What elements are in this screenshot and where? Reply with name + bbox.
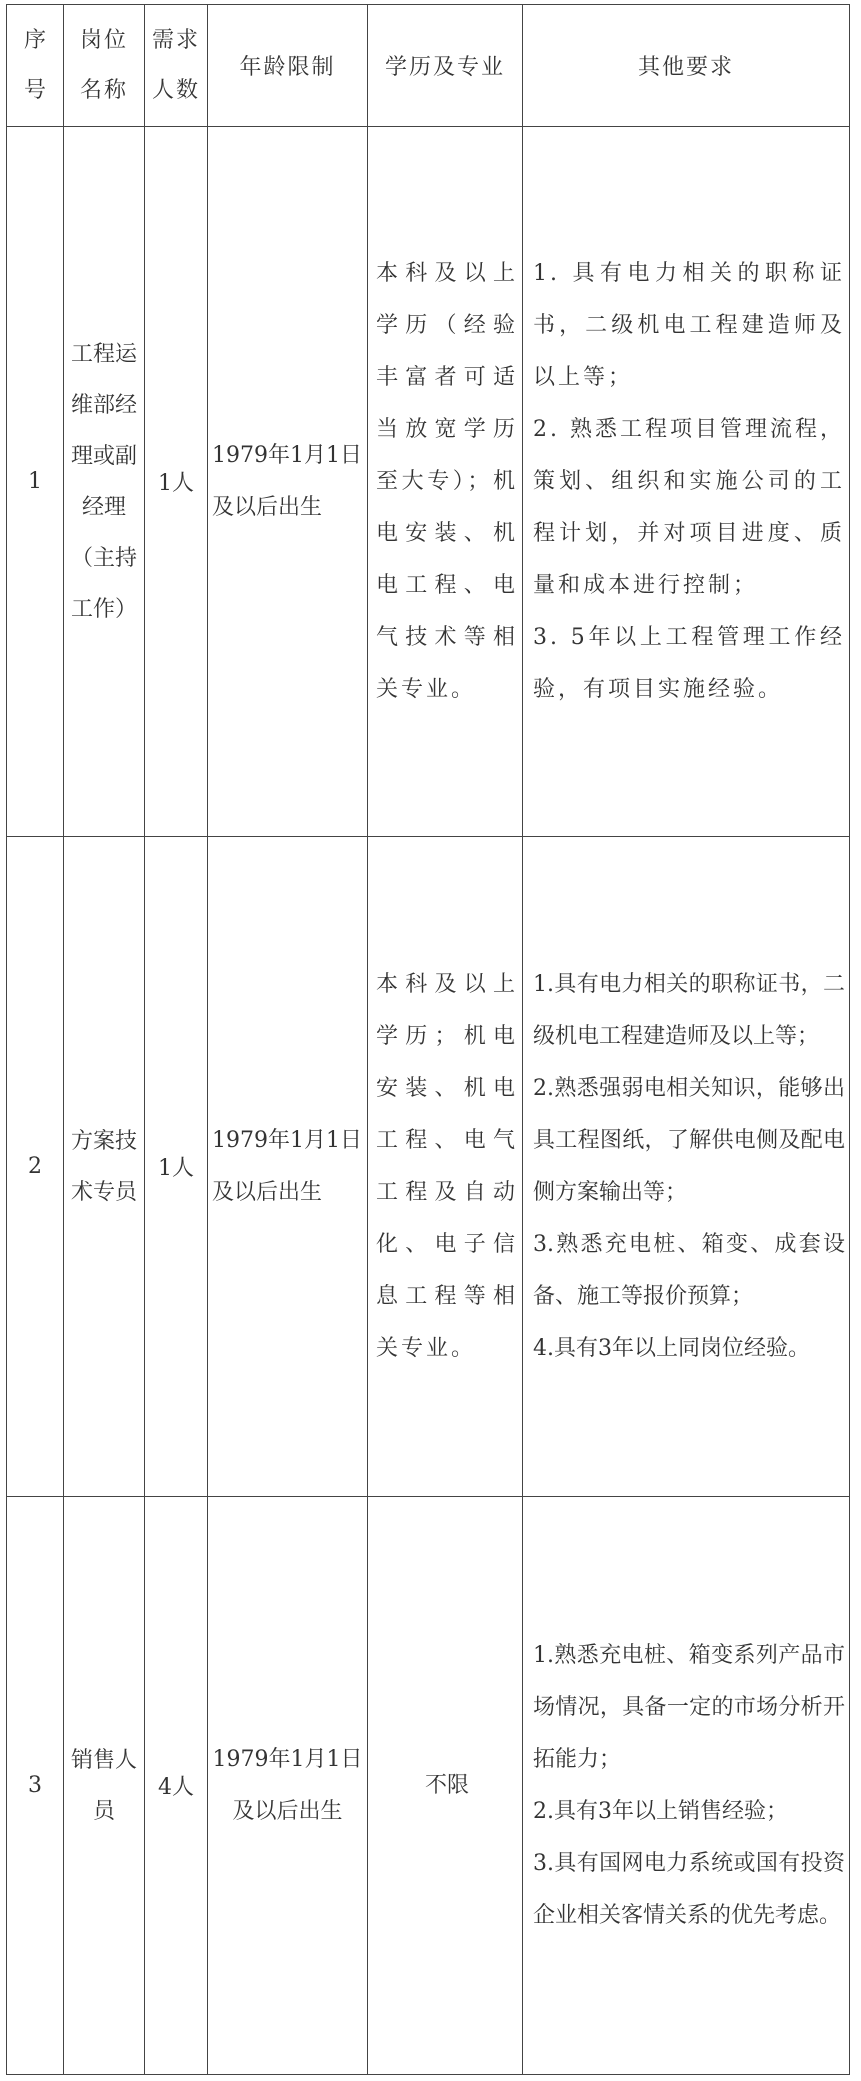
row-count: 4人 [145,1497,208,2075]
row-requirements [523,837,850,1497]
requirement-item: 1.具有电力相关的职称证书，二级机电工程建造师及以上等； [533,971,845,1049]
row-no: 3 [7,1497,64,2075]
requirement-item: 1. 具有电力相关的职称证书，二级机电工程建造师及以上等； [533,260,845,390]
row-age: 1979年1月1日及以后出生 [208,1497,368,2075]
header-age: 年龄限制 [208,5,368,127]
header-row [7,5,850,127]
recruitment-table [6,4,850,2075]
requirement-item: 1.熟悉充电桩、箱变系列产品市场情况，具备一定的市场分析开拓能力； [533,1642,845,1772]
header-position: 岗位名称 [64,5,145,127]
row-age: 1979年1月1日及以后出生 [208,837,368,1497]
row-no: 1 [7,127,64,837]
row-no: 2 [7,837,64,1497]
requirement-item: 2.具有3年以上销售经验； [533,1798,788,1824]
row-count: 1人 [145,837,208,1497]
table-row [7,837,850,1497]
row-education: 本科及以上学历（经验丰富者可适当放宽学历至大专）；机电安装、机电工程、电气技术等相关专业。 [368,127,523,837]
requirement-item: 2.熟悉强弱电相关知识，能够出具工程图纸，了解供电侧及配电侧方案输出等； [533,1075,845,1205]
row-education: 本科及以上学历；机电安装、机电工程、电气工程及自动化、电子信息工程等相关专业。 [368,837,523,1497]
header-education: 学历及专业 [368,5,523,127]
requirement-item: 2. 熟悉工程项目管理流程，策划、组织和实施公司的工程计划，并对项目进度、质量和成本进行控制； [533,416,845,598]
row-requirements [523,1497,850,2075]
row-count: 1人 [145,127,208,837]
row-education: 不限 [368,1497,523,2075]
requirement-item: 4.具有3年以上同岗位经验。 [533,1335,810,1361]
requirement-item: 3.具有国网电力系统或国有投资企业相关客情关系的优先考虑。 [533,1850,845,1928]
row-requirements [523,127,850,837]
table-row [7,1497,850,2075]
header-no: 序号 [7,5,64,127]
row-age: 1979年1月1日及以后出生 [208,127,368,837]
row-position: 销售人员 [64,1497,145,2075]
header-count: 需求人数 [145,5,208,127]
row-position: 工程运维部经理或副经理（主持工作） [64,127,145,837]
table-row [7,127,850,837]
header-other: 其他要求 [523,5,850,127]
row-position: 方案技术专员 [64,837,145,1497]
requirement-item: 3.熟悉充电桩、箱变、成套设备、施工等报价预算； [533,1231,845,1309]
requirement-item: 3. 5年以上工程管理工作经验，有项目实施经验。 [533,624,845,702]
